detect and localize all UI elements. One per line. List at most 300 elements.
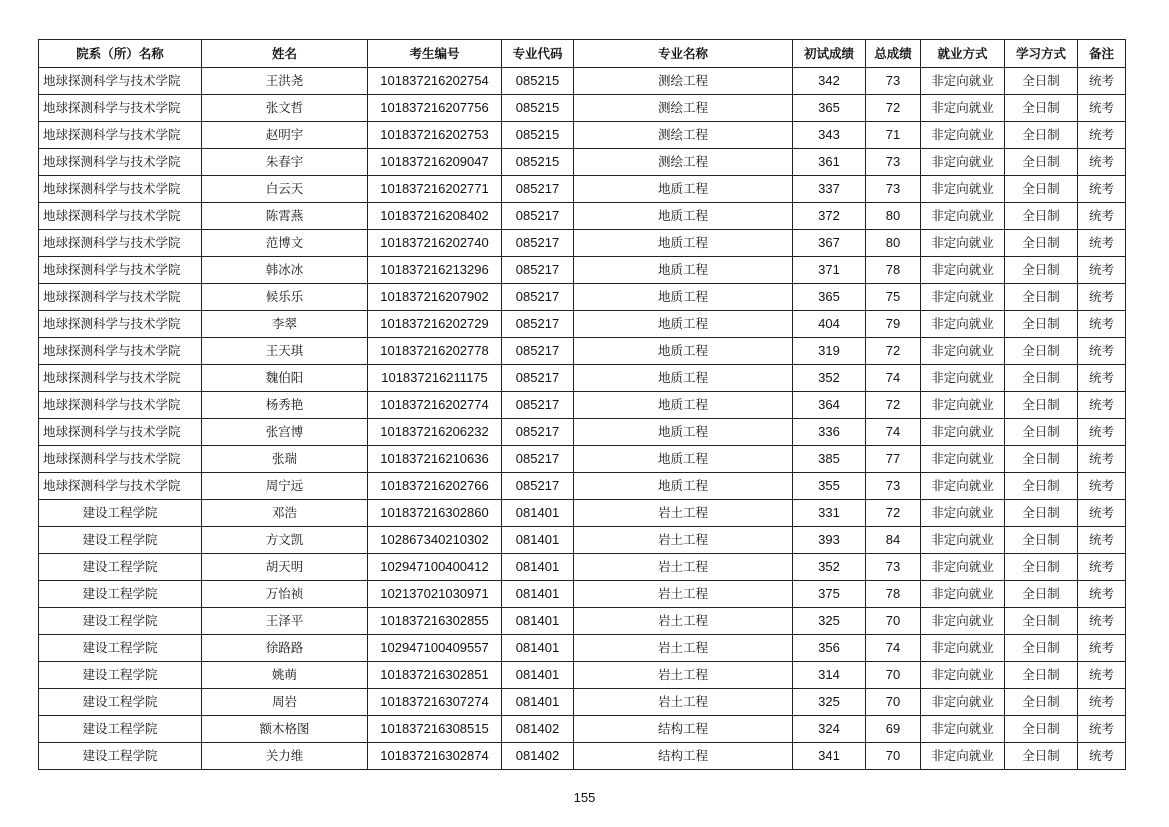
table-header-row	[39, 40, 1126, 68]
cell-employment-type: 非定向就业	[921, 743, 1005, 770]
table-row	[39, 419, 1126, 446]
col-header-study-mode: 学习方式	[1005, 40, 1078, 68]
cell-total-score: 78	[866, 581, 921, 608]
cell-prelim-score: 352	[793, 365, 866, 392]
table-row	[39, 230, 1126, 257]
cell-department: 地球探测科学与技术学院	[39, 95, 202, 122]
cell-study-mode: 全日制	[1005, 284, 1078, 311]
cell-candidate-id: 101837216210636	[368, 446, 502, 473]
cell-candidate-id: 101837216202754	[368, 68, 502, 95]
cell-major-name: 岩土工程	[574, 581, 793, 608]
cell-study-mode: 全日制	[1005, 392, 1078, 419]
table-row	[39, 149, 1126, 176]
cell-study-mode: 全日制	[1005, 446, 1078, 473]
cell-name: 杨秀艳	[202, 392, 368, 419]
cell-major-name: 测绘工程	[574, 95, 793, 122]
admission-list-sheet	[38, 39, 1125, 770]
cell-study-mode: 全日制	[1005, 338, 1078, 365]
cell-candidate-id: 101837216302851	[368, 662, 502, 689]
cell-remarks: 统考	[1078, 446, 1126, 473]
cell-remarks: 统考	[1078, 176, 1126, 203]
cell-total-score: 80	[866, 203, 921, 230]
cell-major-name: 岩土工程	[574, 500, 793, 527]
cell-major-code: 085217	[502, 284, 574, 311]
cell-major-name: 结构工程	[574, 716, 793, 743]
cell-prelim-score: 393	[793, 527, 866, 554]
cell-candidate-id: 101837216213296	[368, 257, 502, 284]
cell-employment-type: 非定向就业	[921, 338, 1005, 365]
cell-major-code: 081402	[502, 716, 574, 743]
cell-major-name: 地质工程	[574, 284, 793, 311]
cell-major-name: 地质工程	[574, 176, 793, 203]
cell-major-code: 081401	[502, 608, 574, 635]
cell-candidate-id: 101837216302855	[368, 608, 502, 635]
cell-prelim-score: 343	[793, 122, 866, 149]
cell-department: 建设工程学院	[39, 554, 202, 581]
cell-remarks: 统考	[1078, 257, 1126, 284]
cell-major-name: 地质工程	[574, 473, 793, 500]
cell-name: 张文哲	[202, 95, 368, 122]
cell-major-code: 085217	[502, 230, 574, 257]
cell-prelim-score: 331	[793, 500, 866, 527]
cell-study-mode: 全日制	[1005, 122, 1078, 149]
cell-total-score: 80	[866, 230, 921, 257]
cell-prelim-score: 342	[793, 68, 866, 95]
cell-major-name: 岩土工程	[574, 662, 793, 689]
cell-remarks: 统考	[1078, 149, 1126, 176]
cell-candidate-id: 101837216202729	[368, 311, 502, 338]
cell-employment-type: 非定向就业	[921, 257, 1005, 284]
cell-name: 周宁远	[202, 473, 368, 500]
cell-major-code: 085215	[502, 68, 574, 95]
cell-major-code: 081401	[502, 554, 574, 581]
cell-candidate-id: 101837216202766	[368, 473, 502, 500]
cell-remarks: 统考	[1078, 473, 1126, 500]
cell-department: 建设工程学院	[39, 500, 202, 527]
cell-prelim-score: 336	[793, 419, 866, 446]
cell-total-score: 72	[866, 95, 921, 122]
cell-candidate-id: 101837216302860	[368, 500, 502, 527]
cell-employment-type: 非定向就业	[921, 122, 1005, 149]
cell-department: 地球探测科学与技术学院	[39, 149, 202, 176]
col-header-major-name: 专业名称	[574, 40, 793, 68]
cell-name: 范博文	[202, 230, 368, 257]
cell-name: 白云天	[202, 176, 368, 203]
cell-total-score: 70	[866, 743, 921, 770]
cell-employment-type: 非定向就业	[921, 176, 1005, 203]
cell-name: 周岩	[202, 689, 368, 716]
table-row	[39, 446, 1126, 473]
cell-major-code: 081401	[502, 581, 574, 608]
cell-major-code: 085215	[502, 122, 574, 149]
cell-total-score: 70	[866, 689, 921, 716]
cell-total-score: 74	[866, 419, 921, 446]
cell-major-code: 085217	[502, 473, 574, 500]
cell-prelim-score: 364	[793, 392, 866, 419]
cell-remarks: 统考	[1078, 68, 1126, 95]
cell-department: 地球探测科学与技术学院	[39, 392, 202, 419]
table-row	[39, 689, 1126, 716]
cell-candidate-id: 101837216207756	[368, 95, 502, 122]
cell-major-code: 081401	[502, 500, 574, 527]
table-row	[39, 743, 1126, 770]
cell-prelim-score: 361	[793, 149, 866, 176]
cell-major-code: 085217	[502, 365, 574, 392]
cell-name: 关力维	[202, 743, 368, 770]
cell-department: 地球探测科学与技术学院	[39, 257, 202, 284]
cell-prelim-score: 325	[793, 608, 866, 635]
cell-employment-type: 非定向就业	[921, 500, 1005, 527]
cell-prelim-score: 337	[793, 176, 866, 203]
cell-prelim-score: 372	[793, 203, 866, 230]
cell-remarks: 统考	[1078, 554, 1126, 581]
cell-employment-type: 非定向就业	[921, 527, 1005, 554]
cell-name: 王天琪	[202, 338, 368, 365]
cell-major-name: 岩土工程	[574, 635, 793, 662]
table-row	[39, 95, 1126, 122]
table-row	[39, 554, 1126, 581]
cell-major-name: 结构工程	[574, 743, 793, 770]
cell-major-code: 085217	[502, 419, 574, 446]
cell-study-mode: 全日制	[1005, 257, 1078, 284]
cell-candidate-id: 101837216209047	[368, 149, 502, 176]
cell-major-name: 地质工程	[574, 338, 793, 365]
table-row	[39, 68, 1126, 95]
cell-department: 建设工程学院	[39, 743, 202, 770]
cell-department: 地球探测科学与技术学院	[39, 68, 202, 95]
cell-prelim-score: 371	[793, 257, 866, 284]
col-header-total-score: 总成绩	[866, 40, 921, 68]
cell-total-score: 72	[866, 500, 921, 527]
cell-candidate-id: 101837216302874	[368, 743, 502, 770]
col-header-employment-type: 就业方式	[921, 40, 1005, 68]
cell-study-mode: 全日制	[1005, 68, 1078, 95]
cell-name: 韩冰冰	[202, 257, 368, 284]
cell-candidate-id: 101837216307274	[368, 689, 502, 716]
cell-remarks: 统考	[1078, 284, 1126, 311]
col-header-prelim-score: 初试成绩	[793, 40, 866, 68]
cell-total-score: 70	[866, 608, 921, 635]
cell-total-score: 73	[866, 176, 921, 203]
cell-major-name: 测绘工程	[574, 122, 793, 149]
cell-name: 邓浩	[202, 500, 368, 527]
col-header-candidate-id: 考生编号	[368, 40, 502, 68]
cell-total-score: 73	[866, 554, 921, 581]
cell-department: 地球探测科学与技术学院	[39, 473, 202, 500]
cell-total-score: 73	[866, 149, 921, 176]
cell-name: 姚萌	[202, 662, 368, 689]
cell-total-score: 73	[866, 473, 921, 500]
cell-major-name: 测绘工程	[574, 149, 793, 176]
cell-prelim-score: 367	[793, 230, 866, 257]
cell-study-mode: 全日制	[1005, 581, 1078, 608]
col-header-remarks: 备注	[1078, 40, 1126, 68]
col-header-name: 姓名	[202, 40, 368, 68]
cell-name: 张瑞	[202, 446, 368, 473]
table-body	[39, 68, 1126, 770]
cell-study-mode: 全日制	[1005, 311, 1078, 338]
cell-total-score: 72	[866, 338, 921, 365]
cell-candidate-id: 101837216211175	[368, 365, 502, 392]
cell-study-mode: 全日制	[1005, 149, 1078, 176]
cell-name: 胡天明	[202, 554, 368, 581]
cell-department: 建设工程学院	[39, 635, 202, 662]
cell-department: 地球探测科学与技术学院	[39, 365, 202, 392]
cell-employment-type: 非定向就业	[921, 284, 1005, 311]
cell-major-name: 地质工程	[574, 446, 793, 473]
cell-employment-type: 非定向就业	[921, 419, 1005, 446]
cell-employment-type: 非定向就业	[921, 392, 1005, 419]
cell-department: 地球探测科学与技术学院	[39, 230, 202, 257]
cell-employment-type: 非定向就业	[921, 608, 1005, 635]
cell-name: 魏伯阳	[202, 365, 368, 392]
cell-candidate-id: 101837216202774	[368, 392, 502, 419]
cell-candidate-id: 102947100400412	[368, 554, 502, 581]
cell-employment-type: 非定向就业	[921, 365, 1005, 392]
cell-employment-type: 非定向就业	[921, 95, 1005, 122]
cell-candidate-id: 101837216206232	[368, 419, 502, 446]
cell-total-score: 74	[866, 635, 921, 662]
cell-prelim-score: 375	[793, 581, 866, 608]
cell-employment-type: 非定向就业	[921, 554, 1005, 581]
cell-employment-type: 非定向就业	[921, 149, 1005, 176]
cell-candidate-id: 101837216208402	[368, 203, 502, 230]
table-row	[39, 392, 1126, 419]
cell-study-mode: 全日制	[1005, 419, 1078, 446]
cell-employment-type: 非定向就业	[921, 230, 1005, 257]
cell-candidate-id: 101837216207902	[368, 284, 502, 311]
cell-department: 地球探测科学与技术学院	[39, 122, 202, 149]
cell-study-mode: 全日制	[1005, 527, 1078, 554]
table-row	[39, 581, 1126, 608]
cell-prelim-score: 352	[793, 554, 866, 581]
table-row	[39, 176, 1126, 203]
cell-total-score: 69	[866, 716, 921, 743]
cell-name: 李翠	[202, 311, 368, 338]
cell-prelim-score: 365	[793, 95, 866, 122]
cell-employment-type: 非定向就业	[921, 446, 1005, 473]
cell-prelim-score: 314	[793, 662, 866, 689]
cell-study-mode: 全日制	[1005, 473, 1078, 500]
col-header-department: 院系（所）名称	[39, 40, 202, 68]
cell-department: 建设工程学院	[39, 662, 202, 689]
cell-name: 候乐乐	[202, 284, 368, 311]
cell-major-code: 081401	[502, 635, 574, 662]
cell-major-name: 地质工程	[574, 392, 793, 419]
cell-major-name: 地质工程	[574, 311, 793, 338]
table-row	[39, 662, 1126, 689]
cell-candidate-id: 101837216202740	[368, 230, 502, 257]
cell-prelim-score: 404	[793, 311, 866, 338]
cell-employment-type: 非定向就业	[921, 662, 1005, 689]
cell-major-name: 地质工程	[574, 257, 793, 284]
cell-employment-type: 非定向就业	[921, 68, 1005, 95]
admission-table	[38, 39, 1126, 770]
cell-remarks: 统考	[1078, 635, 1126, 662]
cell-remarks: 统考	[1078, 122, 1126, 149]
table-row	[39, 338, 1126, 365]
cell-study-mode: 全日制	[1005, 95, 1078, 122]
cell-total-score: 70	[866, 662, 921, 689]
cell-remarks: 统考	[1078, 608, 1126, 635]
cell-total-score: 72	[866, 392, 921, 419]
cell-major-code: 085215	[502, 149, 574, 176]
cell-remarks: 统考	[1078, 419, 1126, 446]
cell-name: 赵明宇	[202, 122, 368, 149]
cell-remarks: 统考	[1078, 365, 1126, 392]
cell-department: 地球探测科学与技术学院	[39, 419, 202, 446]
cell-total-score: 79	[866, 311, 921, 338]
cell-prelim-score: 356	[793, 635, 866, 662]
cell-major-code: 085217	[502, 257, 574, 284]
cell-study-mode: 全日制	[1005, 365, 1078, 392]
cell-major-name: 岩土工程	[574, 689, 793, 716]
cell-department: 建设工程学院	[39, 608, 202, 635]
table-row	[39, 203, 1126, 230]
cell-prelim-score: 319	[793, 338, 866, 365]
cell-remarks: 统考	[1078, 500, 1126, 527]
cell-candidate-id: 101837216308515	[368, 716, 502, 743]
cell-name: 万怡祯	[202, 581, 368, 608]
cell-study-mode: 全日制	[1005, 689, 1078, 716]
cell-remarks: 统考	[1078, 392, 1126, 419]
cell-major-code: 085217	[502, 392, 574, 419]
cell-employment-type: 非定向就业	[921, 311, 1005, 338]
cell-employment-type: 非定向就业	[921, 473, 1005, 500]
cell-total-score: 74	[866, 365, 921, 392]
cell-remarks: 统考	[1078, 311, 1126, 338]
cell-study-mode: 全日制	[1005, 230, 1078, 257]
cell-major-name: 测绘工程	[574, 68, 793, 95]
cell-department: 地球探测科学与技术学院	[39, 311, 202, 338]
cell-total-score: 73	[866, 68, 921, 95]
cell-study-mode: 全日制	[1005, 635, 1078, 662]
cell-name: 徐路路	[202, 635, 368, 662]
cell-employment-type: 非定向就业	[921, 203, 1005, 230]
cell-name: 方文凯	[202, 527, 368, 554]
cell-candidate-id: 102137021030971	[368, 581, 502, 608]
cell-prelim-score: 341	[793, 743, 866, 770]
cell-name: 额木格图	[202, 716, 368, 743]
cell-major-code: 081401	[502, 662, 574, 689]
cell-total-score: 75	[866, 284, 921, 311]
cell-employment-type: 非定向就业	[921, 689, 1005, 716]
cell-total-score: 78	[866, 257, 921, 284]
cell-name: 王洪尧	[202, 68, 368, 95]
cell-department: 建设工程学院	[39, 689, 202, 716]
cell-major-code: 085217	[502, 203, 574, 230]
cell-department: 地球探测科学与技术学院	[39, 446, 202, 473]
cell-department: 建设工程学院	[39, 581, 202, 608]
cell-major-code: 081401	[502, 527, 574, 554]
cell-remarks: 统考	[1078, 230, 1126, 257]
table-row	[39, 527, 1126, 554]
cell-study-mode: 全日制	[1005, 203, 1078, 230]
col-header-major-code: 专业代码	[502, 40, 574, 68]
table-row	[39, 635, 1126, 662]
table-row	[39, 716, 1126, 743]
cell-major-code: 085217	[502, 338, 574, 365]
cell-prelim-score: 325	[793, 689, 866, 716]
cell-remarks: 统考	[1078, 662, 1126, 689]
cell-name: 陈霄燕	[202, 203, 368, 230]
cell-major-name: 地质工程	[574, 203, 793, 230]
cell-major-name: 岩土工程	[574, 527, 793, 554]
cell-remarks: 统考	[1078, 338, 1126, 365]
cell-major-code: 081401	[502, 689, 574, 716]
cell-remarks: 统考	[1078, 95, 1126, 122]
cell-major-name: 地质工程	[574, 365, 793, 392]
cell-remarks: 统考	[1078, 527, 1126, 554]
cell-major-code: 081402	[502, 743, 574, 770]
cell-study-mode: 全日制	[1005, 554, 1078, 581]
cell-department: 地球探测科学与技术学院	[39, 338, 202, 365]
table-row	[39, 473, 1126, 500]
cell-major-name: 地质工程	[574, 419, 793, 446]
cell-department: 地球探测科学与技术学院	[39, 284, 202, 311]
table-row	[39, 311, 1126, 338]
cell-major-code: 085215	[502, 95, 574, 122]
cell-candidate-id: 101837216202771	[368, 176, 502, 203]
cell-prelim-score: 324	[793, 716, 866, 743]
cell-remarks: 统考	[1078, 203, 1126, 230]
page-number: 155	[573, 790, 596, 805]
cell-department: 地球探测科学与技术学院	[39, 203, 202, 230]
cell-study-mode: 全日制	[1005, 608, 1078, 635]
cell-department: 地球探测科学与技术学院	[39, 176, 202, 203]
cell-candidate-id: 102947100409557	[368, 635, 502, 662]
cell-study-mode: 全日制	[1005, 662, 1078, 689]
cell-major-code: 085217	[502, 446, 574, 473]
cell-total-score: 84	[866, 527, 921, 554]
cell-department: 建设工程学院	[39, 716, 202, 743]
cell-candidate-id: 102867340210302	[368, 527, 502, 554]
cell-prelim-score: 355	[793, 473, 866, 500]
cell-study-mode: 全日制	[1005, 716, 1078, 743]
cell-major-name: 地质工程	[574, 230, 793, 257]
cell-total-score: 71	[866, 122, 921, 149]
cell-candidate-id: 101837216202778	[368, 338, 502, 365]
table-row	[39, 608, 1126, 635]
table-row	[39, 284, 1126, 311]
cell-prelim-score: 365	[793, 284, 866, 311]
cell-study-mode: 全日制	[1005, 743, 1078, 770]
cell-remarks: 统考	[1078, 581, 1126, 608]
cell-total-score: 77	[866, 446, 921, 473]
cell-department: 建设工程学院	[39, 527, 202, 554]
table-row	[39, 257, 1126, 284]
cell-study-mode: 全日制	[1005, 176, 1078, 203]
cell-name: 王泽平	[202, 608, 368, 635]
cell-prelim-score: 385	[793, 446, 866, 473]
cell-remarks: 统考	[1078, 743, 1126, 770]
cell-employment-type: 非定向就业	[921, 581, 1005, 608]
cell-employment-type: 非定向就业	[921, 635, 1005, 662]
table-row	[39, 365, 1126, 392]
table-row	[39, 500, 1126, 527]
cell-remarks: 统考	[1078, 689, 1126, 716]
cell-candidate-id: 101837216202753	[368, 122, 502, 149]
cell-name: 张宫博	[202, 419, 368, 446]
cell-study-mode: 全日制	[1005, 500, 1078, 527]
cell-remarks: 统考	[1078, 716, 1126, 743]
cell-major-name: 岩土工程	[574, 608, 793, 635]
cell-major-code: 085217	[502, 311, 574, 338]
cell-name: 朱春宇	[202, 149, 368, 176]
cell-major-name: 岩土工程	[574, 554, 793, 581]
cell-employment-type: 非定向就业	[921, 716, 1005, 743]
table-row	[39, 122, 1126, 149]
